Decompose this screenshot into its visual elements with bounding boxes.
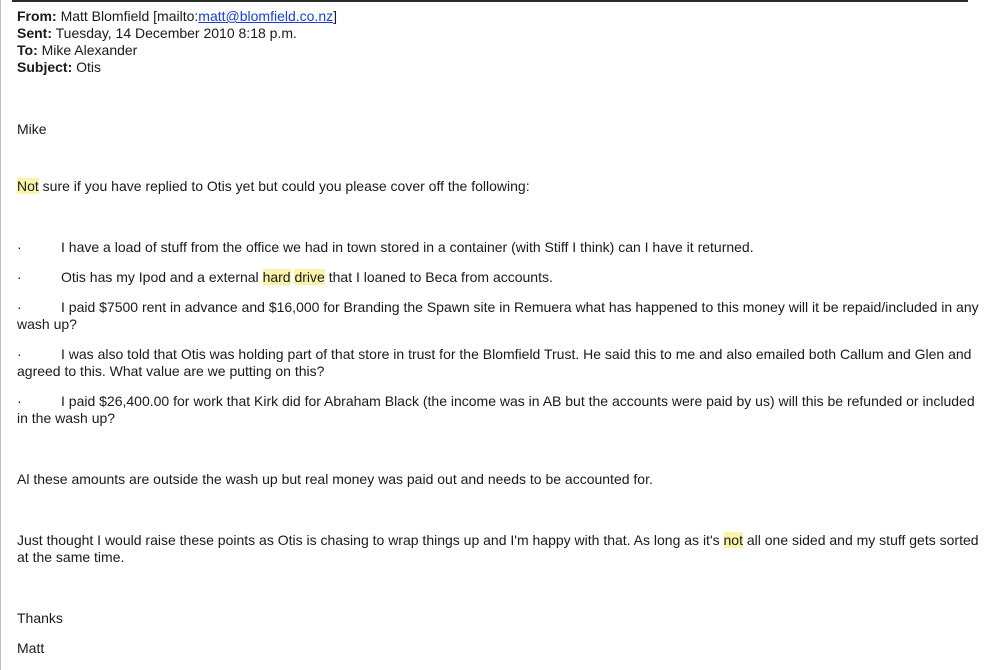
sent-label: Sent: xyxy=(17,25,52,41)
bullet-item xyxy=(17,393,985,427)
email-header xyxy=(17,8,985,76)
bullet-item xyxy=(17,239,985,256)
bullet-text: I was also told that Otis was holding part of that store in trust for the Blomfield Trust. He said this to me and also emailed both Callum and Glen and agreed to this. What value are we putting on this? xyxy=(17,346,972,379)
from-label: From: xyxy=(17,8,57,24)
bullet-text-end: that I loaned to Beca from accounts. xyxy=(324,269,553,285)
bullet-marker: · xyxy=(17,299,22,315)
subject-row xyxy=(17,59,985,76)
bullet-text: I have a load of stuff from the office we had in town stored in a container (with Stiff I think) can I have it returned. xyxy=(61,239,754,255)
closing-text-end: all one sided and my stuff gets sorted at the same time. xyxy=(17,532,979,565)
bullet-marker: · xyxy=(17,393,22,409)
top-border xyxy=(12,0,968,2)
paragraph-closing xyxy=(17,532,985,566)
subject-label: Subject: xyxy=(17,59,73,75)
bullet-item xyxy=(17,269,985,286)
highlight-not-2: not xyxy=(723,532,743,548)
bullet-text: I paid $26,400.00 for work that Kirk did for Abraham Black (the income was in AB but the accounts were paid by us) will this be refunded or included in the wash up? xyxy=(17,393,975,426)
email-message xyxy=(17,8,985,657)
highlight-not: Not xyxy=(17,178,39,194)
greeting: Mike xyxy=(17,121,47,137)
bullet-marker: · xyxy=(17,346,22,362)
paragraph-amounts: Al these amounts are outside the wash up but real money was paid out and needs to be accounted for. xyxy=(17,471,653,487)
from-row xyxy=(17,8,985,25)
bullet-marker: · xyxy=(17,239,22,255)
left-border xyxy=(0,0,1,670)
bullet-marker: · xyxy=(17,269,22,285)
bullet-text: Otis has my Ipod and a external xyxy=(61,269,263,285)
from-prefix: [mailto: xyxy=(153,8,199,24)
to-value: Mike Alexander xyxy=(41,42,138,58)
intro-paragraph xyxy=(17,178,985,195)
sent-value: Tuesday, 14 December 2010 8:18 p.m. xyxy=(55,25,297,41)
highlight-drive: drive xyxy=(294,269,325,285)
bullet-text: I paid $7500 rent in advance and $16,000 for Branding the Spawn site in Remuera what has happened to this money will it be repaid/included in any wash up? xyxy=(17,299,979,332)
from-suffix: ] xyxy=(333,8,337,24)
from-email-link[interactable]: matt@blomfield.co.nz xyxy=(198,8,334,24)
bullet-item xyxy=(17,346,985,380)
intro-text: sure if you have replied to Otis yet but could you please cover off the following: xyxy=(38,178,530,194)
signature: Matt xyxy=(17,640,45,656)
to-label: To: xyxy=(17,42,38,58)
bullet-item xyxy=(17,299,985,333)
subject-value: Otis xyxy=(76,59,102,75)
highlight-hard: hard xyxy=(262,269,291,285)
to-row xyxy=(17,42,985,59)
sign-off: Thanks xyxy=(17,610,63,626)
closing-text: Just thought I would raise these points as Otis is chasing to wrap things up and I'm happy with that. As long as it's xyxy=(17,532,724,548)
from-name: Matt Blomfield xyxy=(60,8,150,24)
sent-row xyxy=(17,25,985,42)
